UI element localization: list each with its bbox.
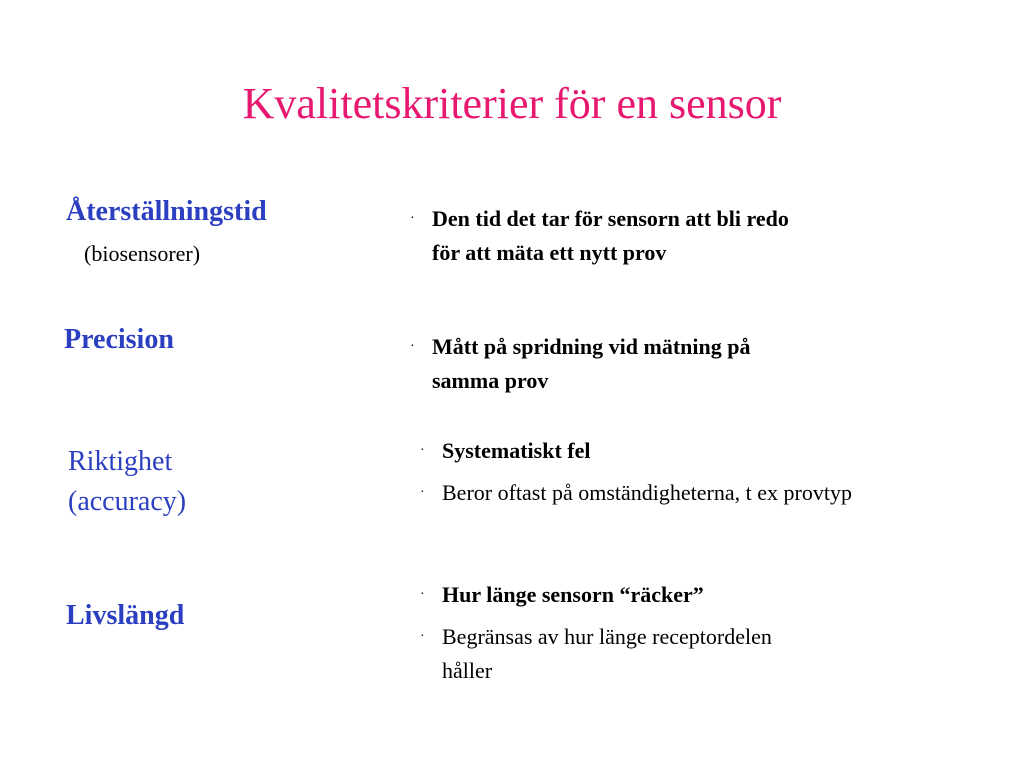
description-line: för att mäta ett nytt prov	[432, 240, 667, 265]
description-line: Systematiskt fel	[442, 438, 591, 463]
term-line: (accuracy)	[68, 486, 187, 517]
criterion-term-riktighet	[68, 442, 186, 522]
criterion-note-biosensorer: (biosensorer)	[84, 241, 201, 266]
criterion-description	[420, 578, 1000, 612]
bullet-dot-icon: ·	[420, 443, 425, 458]
criterion-description	[410, 330, 950, 398]
bullet-dot-icon: ·	[410, 339, 415, 354]
term-line: Riktighet	[68, 446, 173, 477]
description-line: Beror oftast på omständigheterna, t ex provtyp	[442, 480, 852, 505]
bullet-dot-icon: ·	[420, 587, 425, 602]
slide-title: Kvalitetskriterier för en sensor	[242, 79, 782, 128]
description-line: Hur länge sensorn “räcker”	[442, 582, 704, 607]
criterion-term-livslangd: Livslängd	[66, 600, 185, 631]
description-line: samma prov	[432, 368, 549, 393]
description-line: Den tid det tar för sensorn att bli redo	[432, 206, 789, 231]
description-line: håller	[442, 658, 493, 683]
description-line: Mått på spridning vid mätning på	[432, 334, 751, 359]
criterion-description	[420, 434, 1000, 468]
criterion-description	[420, 620, 1000, 688]
criterion-term-aterstallningstid: Återställningstid	[66, 196, 267, 227]
criterion-description	[410, 202, 950, 270]
criterion-description	[420, 476, 1000, 510]
criterion-term-precision: Precision	[64, 324, 174, 355]
bullet-dot-icon: ·	[410, 211, 415, 226]
bullet-dot-icon: ·	[420, 485, 425, 500]
bullet-dot-icon: ·	[420, 629, 425, 644]
description-line: Begränsas av hur länge receptordelen	[442, 624, 772, 649]
